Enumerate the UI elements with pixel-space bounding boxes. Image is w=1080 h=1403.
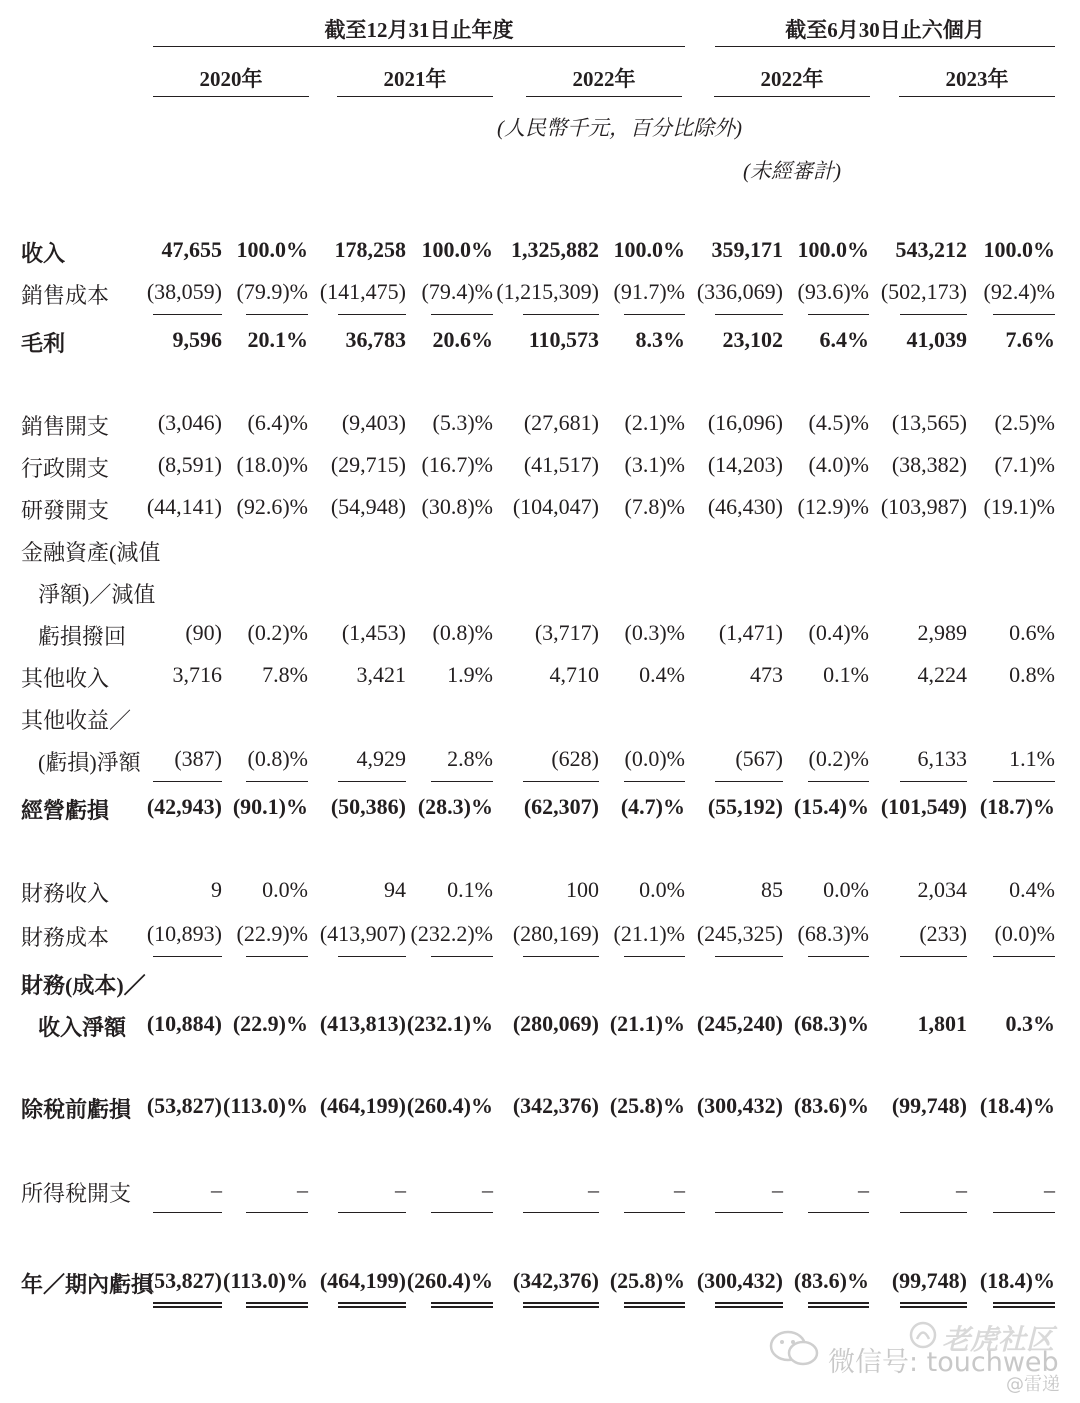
row-label: 行政開支 (21, 456, 110, 481)
subtotal-underline (431, 1212, 493, 1213)
row-label: 銷售開支 (21, 414, 110, 439)
subtotal-underline (431, 781, 493, 782)
subtotal-underline (624, 1212, 685, 1213)
percentage-cell: 1.1% (1009, 746, 1055, 771)
watermark-source: @雷递 (1006, 1374, 1060, 1395)
percentage-cell: 0.0% (823, 877, 869, 902)
percentage-cell: (4.5)% (808, 410, 869, 435)
row-label: 淨額)／減值 (38, 582, 156, 607)
total-double-underline (993, 1302, 1055, 1308)
percentage-cell: (12.9)% (797, 494, 869, 519)
unit-note: (人民幣千元，百分比除外) (497, 116, 742, 140)
amount-cell: (42,943) (146, 794, 222, 819)
amount-cell: (99,748) (891, 1093, 967, 1118)
subtotal-underline (523, 314, 599, 315)
percentage-cell: (28.3)% (417, 794, 493, 819)
percentage-cell: (113.0)% (223, 1093, 308, 1118)
subtotal-underline (993, 956, 1055, 957)
subtotal-underline (624, 956, 685, 957)
amount-cell: 178,258 (334, 237, 406, 262)
percentage-cell: (16.7)% (421, 452, 493, 477)
amount-cell: 543,212 (895, 237, 967, 262)
percentage-cell: (68.3)% (797, 921, 869, 946)
percentage-cell: 1.9% (447, 662, 493, 687)
percentage-cell: 100.0% (613, 237, 685, 262)
amount-cell: 2,989 (917, 620, 967, 645)
percentage-cell: (0.2)% (808, 746, 869, 771)
amount-cell: (29,715) (330, 452, 406, 477)
amount-cell: 473 (750, 662, 783, 687)
amount-cell: 94 (384, 877, 406, 902)
subtotal-underline (338, 781, 406, 782)
subtotal-underline (715, 1212, 783, 1213)
row-label: 其他收益／ (21, 708, 132, 733)
subtotal-underline (523, 1212, 599, 1213)
percentage-cell: (0.8)% (247, 746, 308, 771)
percentage-cell: (0.2)% (247, 620, 308, 645)
percentage-cell: (93.6)% (797, 279, 869, 304)
percentage-cell: (0.3)% (624, 620, 685, 645)
subtotal-underline (523, 781, 599, 782)
subtotal-underline (993, 781, 1055, 782)
amount-cell: 3,716 (172, 662, 222, 687)
row-label: 毛利 (21, 331, 66, 356)
amount-cell: (300,432) (696, 1268, 783, 1293)
subtotal-underline (153, 1212, 222, 1213)
subtotal-underline (246, 781, 308, 782)
percentage-cell: 20.1% (247, 327, 308, 352)
subtotal-underline (993, 1212, 1055, 1213)
amount-cell: (342,376) (512, 1268, 599, 1293)
percentage-cell: (0.8)% (432, 620, 493, 645)
percentage-cell: (22.9)% (232, 1011, 308, 1036)
amount-cell: – (211, 1177, 222, 1202)
amount-cell: 1,325,882 (511, 237, 599, 262)
row-label: 收入淨額 (38, 1015, 127, 1040)
row-label: 除稅前虧損 (21, 1097, 132, 1122)
percentage-cell: (7.1)% (994, 452, 1055, 477)
row-label: 虧損撥回 (38, 624, 127, 649)
percentage-cell: 0.1% (447, 877, 493, 902)
amount-cell: – (772, 1177, 783, 1202)
subtotal-underline (715, 956, 783, 957)
row-label: 財務(成本)／ (21, 973, 146, 998)
amount-cell: (46,430) (707, 494, 783, 519)
percentage-cell: (113.0)% (223, 1268, 308, 1293)
percentage-cell: 0.1% (823, 662, 869, 687)
amount-cell: 100 (566, 877, 599, 902)
amount-cell: (53,827) (146, 1268, 222, 1293)
amount-cell: (628) (551, 746, 599, 771)
amount-cell: (141,475) (319, 279, 406, 304)
percentage-cell: 100.0% (421, 237, 493, 262)
percentage-cell: (90.1)% (232, 794, 308, 819)
total-double-underline (624, 1302, 685, 1308)
year-header: 2020年 (199, 67, 263, 91)
percentage-cell: (260.4)% (406, 1093, 493, 1118)
group-header-six-months: 截至6月30日止六個月 (785, 18, 985, 42)
percentage-cell: 20.6% (432, 327, 493, 352)
percentage-cell: (232.1)% (406, 1011, 493, 1036)
amount-cell: (8,591) (157, 452, 222, 477)
amount-cell: (16,096) (707, 410, 783, 435)
amount-cell: (9,403) (341, 410, 406, 435)
percentage-cell: 100.0% (797, 237, 869, 262)
amount-cell: (38,059) (146, 279, 222, 304)
subtotal-underline (808, 314, 869, 315)
percentage-cell: (2.1)% (624, 410, 685, 435)
amount-cell: (53,827) (146, 1093, 222, 1118)
subtotal-underline (523, 956, 599, 957)
percentage-cell: (25.8)% (609, 1093, 685, 1118)
amount-cell: (55,192) (707, 794, 783, 819)
percentage-cell: (92.6)% (236, 494, 308, 519)
percentage-cell: (30.8)% (421, 494, 493, 519)
percentage-cell: 2.8% (447, 746, 493, 771)
percentage-cell: – (1044, 1177, 1055, 1202)
group-header-rule (715, 46, 1055, 47)
unaudited-note: (未經審計) (743, 159, 841, 183)
percentage-cell: (232.2)% (410, 921, 493, 946)
subtotal-underline (900, 1212, 967, 1213)
percentage-cell: (2.5)% (994, 410, 1055, 435)
percentage-cell: 7.8% (262, 662, 308, 687)
percentage-cell: 100.0% (236, 237, 308, 262)
percentage-cell: (68.3)% (793, 1011, 869, 1036)
amount-cell: (38,382) (891, 452, 967, 477)
amount-cell: (245,325) (696, 921, 783, 946)
percentage-cell: 0.3% (1005, 1011, 1055, 1036)
percentage-cell: (4.0)% (808, 452, 869, 477)
percentage-cell: – (297, 1177, 308, 1202)
amount-cell: (464,199) (319, 1093, 406, 1118)
subtotal-underline (624, 314, 685, 315)
percentage-cell: (6.4)% (247, 410, 308, 435)
group-header-year-ended: 截至12月31日止年度 (324, 18, 514, 42)
subtotal-underline (153, 314, 222, 315)
row-label: 年／期內虧損 (21, 1272, 154, 1297)
amount-cell: (10,884) (146, 1011, 222, 1036)
amount-cell: (1,215,309) (496, 279, 599, 304)
year-header-rule (337, 96, 493, 97)
subtotal-underline (246, 956, 308, 957)
subtotal-underline (715, 314, 783, 315)
row-label: 財務成本 (21, 925, 110, 950)
percentage-cell: (5.3)% (432, 410, 493, 435)
amount-cell: (413,907) (319, 921, 406, 946)
amount-cell: 23,102 (722, 327, 783, 352)
total-double-underline (715, 1302, 783, 1308)
percentage-cell: 0.0% (639, 877, 685, 902)
total-double-underline (431, 1302, 493, 1308)
subtotal-underline (153, 781, 222, 782)
percentage-cell: 7.6% (1005, 327, 1055, 352)
year-header: 2023年 (945, 67, 1009, 91)
percentage-cell: 8.3% (635, 327, 685, 352)
total-double-underline (523, 1302, 599, 1308)
row-label: 所得稅開支 (21, 1181, 132, 1206)
percentage-cell: (21.1)% (613, 921, 685, 946)
row-label: (虧損)淨額 (38, 750, 141, 775)
year-header-rule (526, 96, 682, 97)
amount-cell: 41,039 (906, 327, 967, 352)
wechat-icon (768, 1328, 822, 1368)
percentage-cell: 0.6% (1009, 620, 1055, 645)
percentage-cell: (91.7)% (613, 279, 685, 304)
amount-cell: (27,681) (523, 410, 599, 435)
year-header-rule (899, 96, 1055, 97)
amount-cell: 4,929 (356, 746, 406, 771)
subtotal-underline (338, 314, 406, 315)
amount-cell: (50,386) (330, 794, 406, 819)
subtotal-underline (808, 1212, 869, 1213)
percentage-cell: 0.8% (1009, 662, 1055, 687)
amount-cell: 1,801 (917, 1011, 967, 1036)
amount-cell: (101,549) (880, 794, 967, 819)
total-double-underline (153, 1302, 222, 1308)
percentage-cell: 0.0% (262, 877, 308, 902)
amount-cell: (300,432) (696, 1093, 783, 1118)
amount-cell: (44,141) (146, 494, 222, 519)
row-label: 銷售成本 (21, 283, 110, 308)
amount-cell: (104,047) (512, 494, 599, 519)
amount-cell: 4,224 (917, 662, 967, 687)
year-header: 2022年 (760, 67, 824, 91)
percentage-cell: (21.1)% (609, 1011, 685, 1036)
percentage-cell: (7.8)% (624, 494, 685, 519)
percentage-cell: – (482, 1177, 493, 1202)
subtotal-underline (715, 781, 783, 782)
subtotal-underline (993, 314, 1055, 315)
percentage-cell: (83.6)% (793, 1093, 869, 1118)
amount-cell: (54,948) (330, 494, 406, 519)
amount-cell: (99,748) (891, 1268, 967, 1293)
row-label: 研發開支 (21, 498, 110, 523)
percentage-cell: (79.4)% (421, 279, 493, 304)
percentage-cell: (15.4)% (793, 794, 869, 819)
percentage-cell: (0.0)% (624, 746, 685, 771)
subtotal-underline (431, 314, 493, 315)
amount-cell: (280,169) (512, 921, 599, 946)
amount-cell: (10,893) (146, 921, 222, 946)
subtotal-underline (900, 956, 967, 957)
percentage-cell: (4.7)% (620, 794, 685, 819)
amount-cell: 85 (761, 877, 783, 902)
amount-cell: 9,596 (172, 327, 222, 352)
subtotal-underline (808, 781, 869, 782)
percentage-cell: 100.0% (983, 237, 1055, 262)
total-double-underline (338, 1302, 406, 1308)
row-label: 財務收入 (21, 881, 110, 906)
amount-cell: (413,813) (319, 1011, 406, 1036)
amount-cell: 359,171 (711, 237, 783, 262)
amount-cell: (13,565) (891, 410, 967, 435)
percentage-cell: (25.8)% (609, 1268, 685, 1293)
percentage-cell: (260.4)% (406, 1268, 493, 1293)
amount-cell: (502,173) (880, 279, 967, 304)
amount-cell: (342,376) (512, 1093, 599, 1118)
row-label: 金融資產(減值 (21, 540, 161, 565)
group-header-rule (153, 46, 685, 47)
total-double-underline (246, 1302, 308, 1308)
percentage-cell: – (674, 1177, 685, 1202)
amount-cell: (1,471) (718, 620, 783, 645)
amount-cell: 110,573 (528, 327, 599, 352)
amount-cell: 2,034 (917, 877, 967, 902)
amount-cell: 4,710 (549, 662, 599, 687)
amount-cell: (245,240) (696, 1011, 783, 1036)
subtotal-underline (900, 781, 967, 782)
amount-cell: (90) (185, 620, 222, 645)
amount-cell: – (588, 1177, 599, 1202)
amount-cell: (62,307) (523, 794, 599, 819)
percentage-cell: (19.1)% (983, 494, 1055, 519)
row-label: 經營虧損 (21, 798, 110, 823)
amount-cell: 3,421 (356, 662, 406, 687)
year-header-rule (714, 96, 870, 97)
amount-cell: (464,199) (319, 1268, 406, 1293)
amount-cell: 6,133 (917, 746, 967, 771)
amount-cell: (280,069) (512, 1011, 599, 1036)
percentage-cell: (18.0)% (236, 452, 308, 477)
row-label: 收入 (21, 241, 66, 266)
subtotal-underline (338, 956, 406, 957)
percentage-cell: – (858, 1177, 869, 1202)
subtotal-underline (624, 781, 685, 782)
subtotal-underline (900, 314, 967, 315)
amount-cell: 47,655 (161, 237, 222, 262)
subtotal-underline (431, 956, 493, 957)
percentage-cell: (18.4)% (979, 1268, 1055, 1293)
amount-cell: (387) (174, 746, 222, 771)
amount-cell: – (956, 1177, 967, 1202)
percentage-cell: 0.4% (639, 662, 685, 687)
subtotal-underline (246, 314, 308, 315)
percentage-cell: (83.6)% (793, 1268, 869, 1293)
total-double-underline (900, 1302, 967, 1308)
amount-cell: – (395, 1177, 406, 1202)
percentage-cell: (0.4)% (808, 620, 869, 645)
watermark-brand: 老虎社区 (942, 1323, 1055, 1356)
watermark-wechat-id: 微信号: touchweb (828, 1347, 1059, 1378)
amount-cell: (3,046) (157, 410, 222, 435)
amount-cell: (41,517) (523, 452, 599, 477)
amount-cell: (103,987) (880, 494, 967, 519)
year-header: 2022年 (572, 67, 636, 91)
amount-cell: (233) (919, 921, 967, 946)
subtotal-underline (338, 1212, 406, 1213)
subtotal-underline (246, 1212, 308, 1213)
amount-cell: (14,203) (707, 452, 783, 477)
percentage-cell: (3.1)% (624, 452, 685, 477)
percentage-cell: (22.9)% (236, 921, 308, 946)
amount-cell: (567) (735, 746, 783, 771)
percentage-cell: (18.7)% (979, 794, 1055, 819)
subtotal-underline (808, 956, 869, 957)
percentage-cell: (92.4)% (983, 279, 1055, 304)
row-label: 其他收入 (21, 666, 110, 691)
subtotal-underline (153, 956, 222, 957)
percentage-cell: 6.4% (819, 327, 869, 352)
percentage-cell: 0.4% (1009, 877, 1055, 902)
amount-cell: 9 (211, 877, 222, 902)
percentage-cell: (18.4)% (979, 1093, 1055, 1118)
amount-cell: (336,069) (696, 279, 783, 304)
percentage-cell: (79.9)% (236, 279, 308, 304)
year-header: 2021年 (383, 67, 447, 91)
total-double-underline (808, 1302, 869, 1308)
percentage-cell: (0.0)% (994, 921, 1055, 946)
amount-cell: 36,783 (345, 327, 406, 352)
year-header-rule (153, 96, 309, 97)
amount-cell: (1,453) (341, 620, 406, 645)
amount-cell: (3,717) (534, 620, 599, 645)
